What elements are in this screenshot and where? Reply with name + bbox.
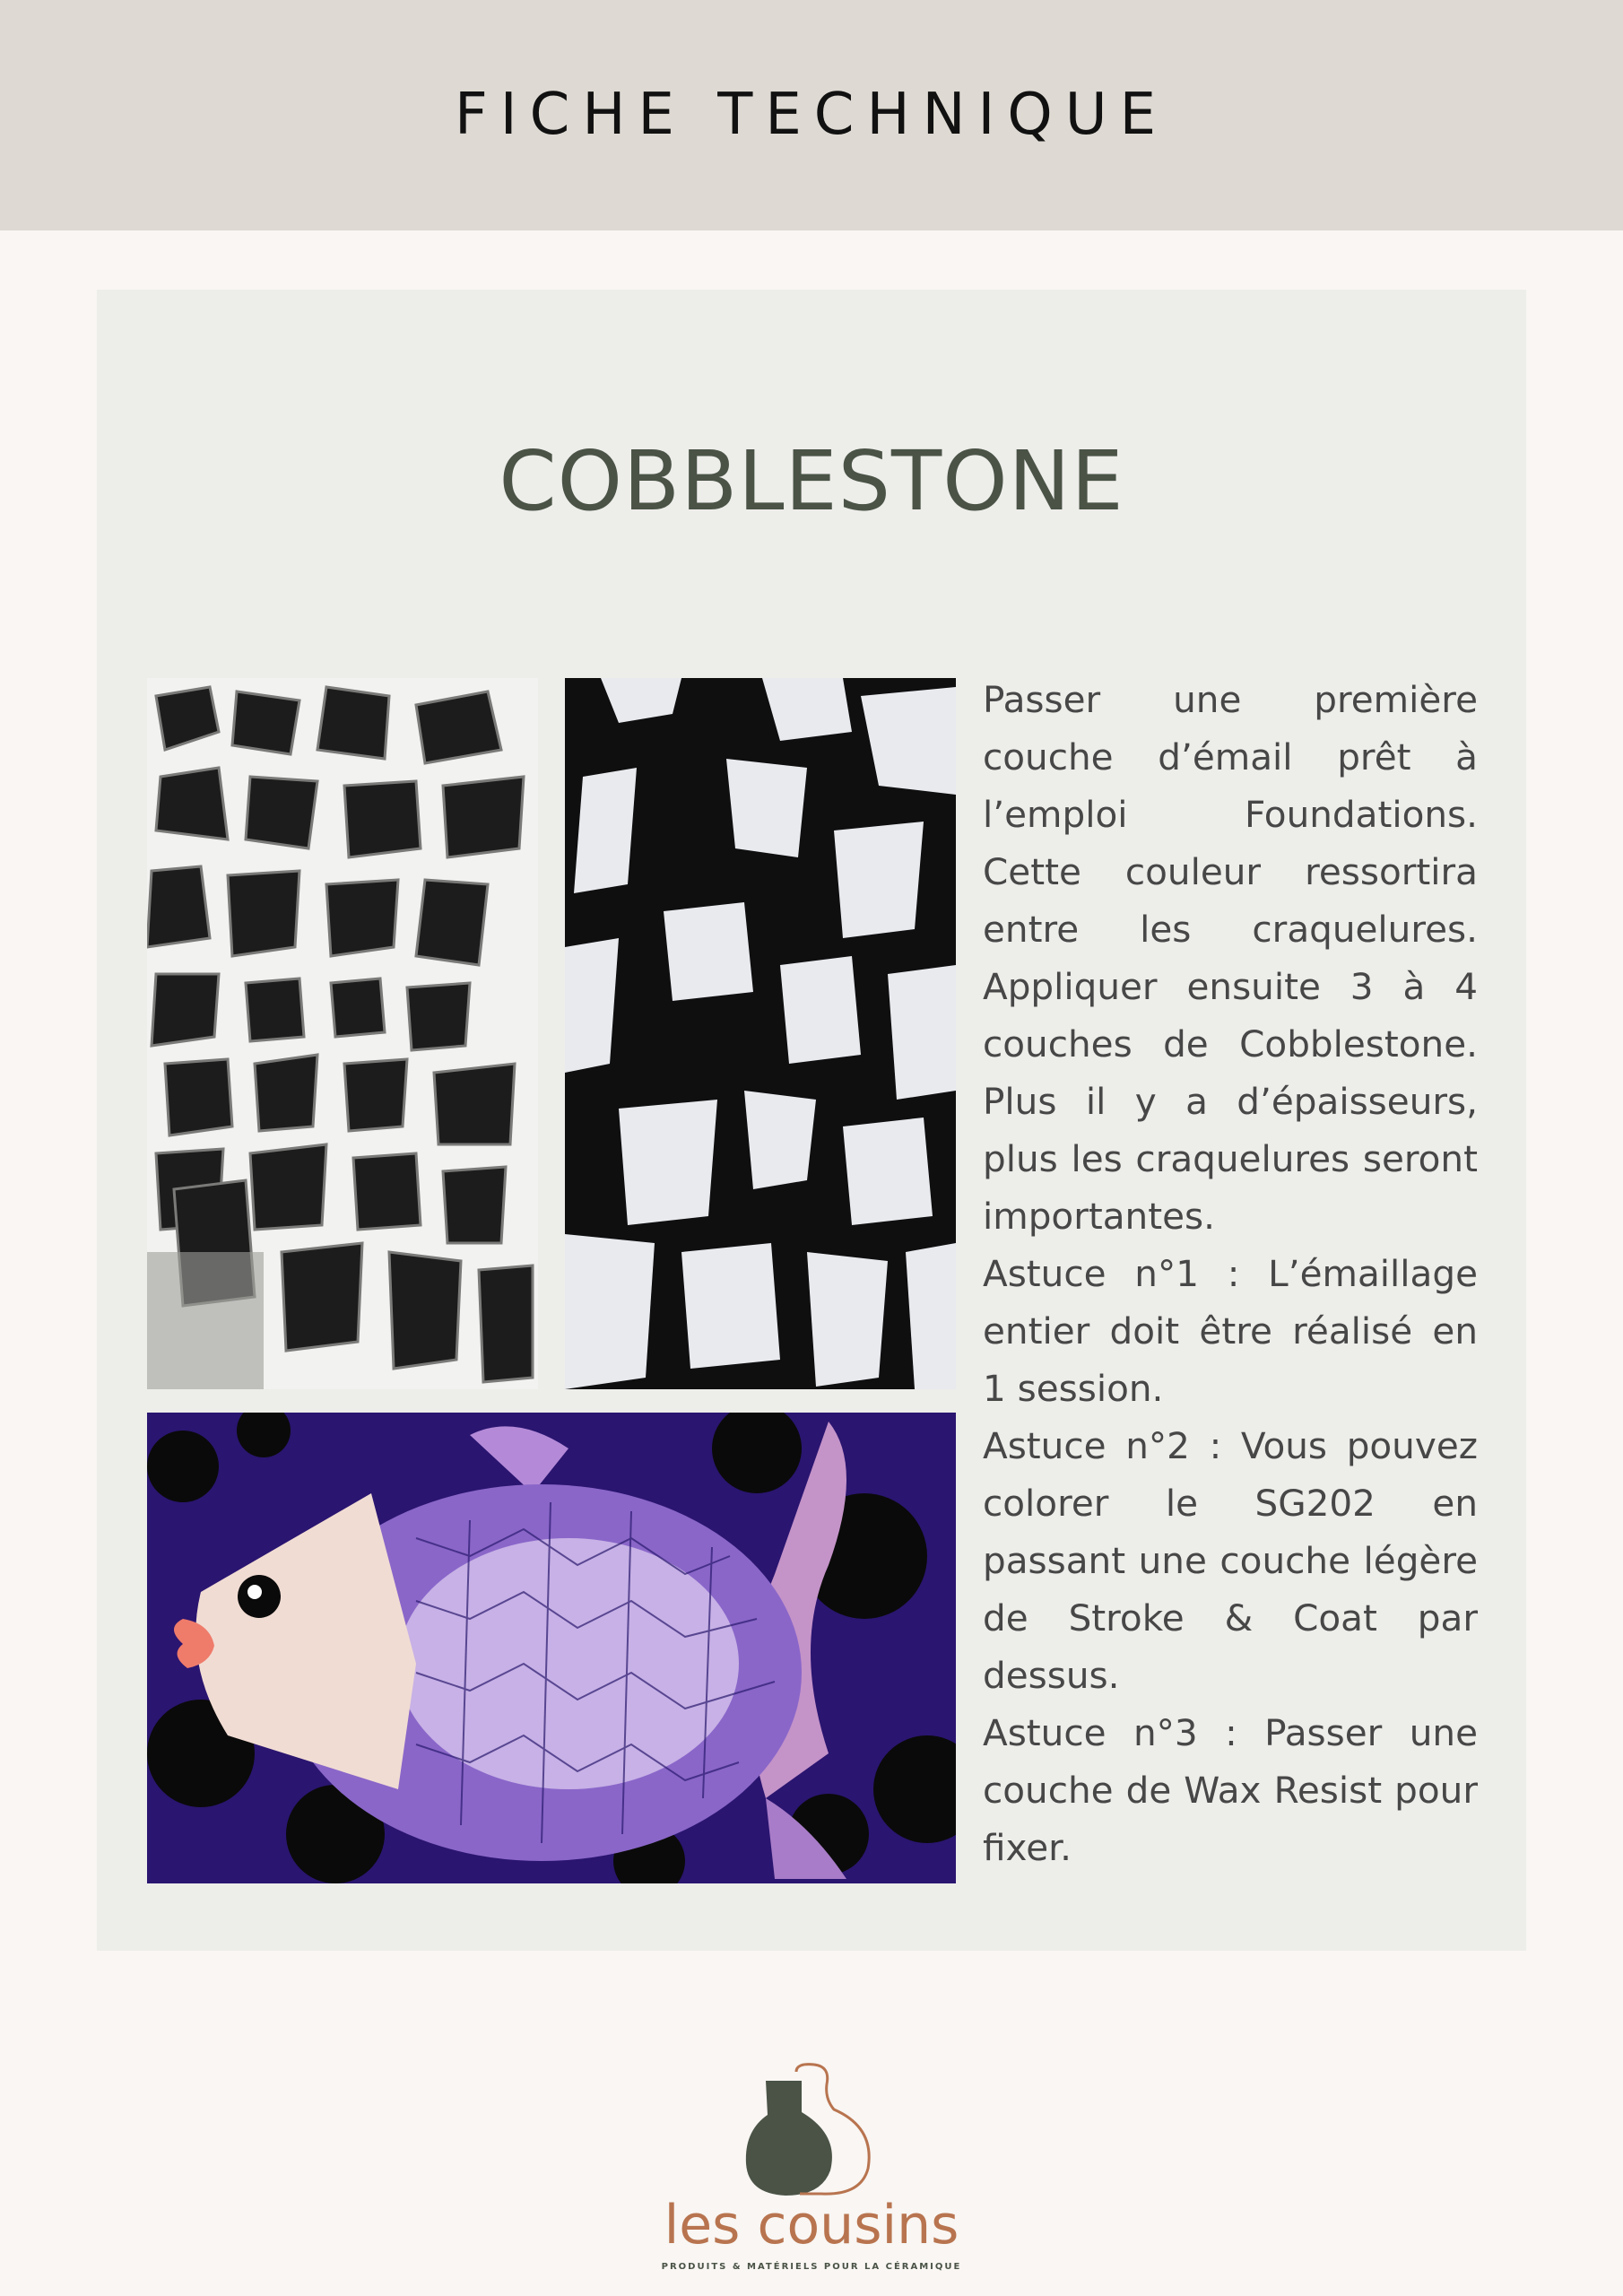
footer — [0, 2063, 1623, 2278]
vase-logo-icon — [741, 2063, 884, 2197]
application-instructions — [983, 671, 1478, 1876]
tip-1: Astuce n°1 : L’émaillage entier doit être réalisé en 1 session. — [983, 1252, 1478, 1410]
white-glaze-black-crackle-sample — [565, 678, 956, 1389]
brand-tagline: PRODUITS & MATÉRIELS POUR LA CÉRAMIQUE — [661, 2262, 962, 2272]
product-title: COBBLESTONE — [499, 433, 1124, 529]
header-band — [0, 0, 1623, 230]
instructions-paragraph: Passer une première couche d’émail prêt à l’emploi Foundations. Cette couleur ressortira entre les craquelures. Appliquer ensuite 3 à 4 couches de Cobblestone. Plus il y a d’épaisseurs, plus les craquelures seront importantes. — [983, 678, 1478, 1238]
black-glaze-white-crackle-sample — [147, 678, 538, 1389]
tip-3: Astuce n°3 : Passer une couche de Wax Resist pour fixer. — [983, 1711, 1478, 1869]
tip-2: Astuce n°2 : Vous pouvez colorer le SG202 en passant une couche légère de Stroke & Coat par dessus. — [983, 1424, 1478, 1697]
product-card — [97, 290, 1526, 1951]
document-heading: FICHE TECHNIQUE — [454, 81, 1169, 148]
brand-name: les cousins — [664, 2194, 959, 2257]
purple-crackle-fish-tile — [147, 1413, 956, 1883]
